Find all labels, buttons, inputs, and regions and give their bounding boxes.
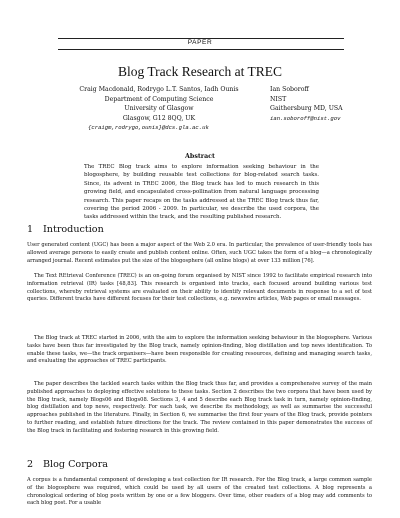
author-email: {craigm,rodrygo,ounis}@dcs.gla.ac.uk [88,124,209,131]
abstract-heading: Abstract [185,153,215,160]
author-names: Craig Macdonald, Rodrygo L.T. Santos, Iadh Ounis [79,86,239,93]
section-heading-blog-corpora [27,459,108,470]
paper-title: Blog Track Research at TREC [118,64,282,79]
paragraph: The Text REtrieval Conference (TREC) is an on-going forum organised by NIST since 1992 to facilitate empirical research into information retrieval (IR) tasks [48,83]. This research is organised into tracks, each focused around building various test collections, whereby retrieval systems are evaluated on their ability to identify relevant documents in response to a set of test queries. Different tracks have different focuses for their test collections, e.g. newswire articles, Web pages or email messages. [27,273,372,303]
author-address: Glasgow, G12 8QQ, UK [122,114,196,122]
paragraph: The Blog track at TREC started in 2006, with the aim to explore the information seeking behaviour in the blogosphere. Various tasks have been thus far investigated by the Blog track, namely opinion-finding, blog distillation and top news identification. To enable these tasks, we—the track organisers—have been responsible for creating resources, defining and managing search tasks, and evaluating the approaches of TREC participants. [27,335,372,365]
author-email: ian.soboroff@nist.gov [270,114,341,122]
section-number: 1 [27,224,34,235]
author-block-nist [270,85,400,123]
author-institution: University of Glasgow [124,105,194,112]
paragraph: The paper describes the tackled search tasks within the Blog track thus far, and provides a comprehensive survey of the main published approaches to deploying effective solutions to these tasks. Section 2 describes the two corpora that have been used by the Blog track, namely Blogs06 and Blogs08. Sections 3, 4 and 5 describe each Blog track task in turn, namely opinion-finding, blog distillation and top news, respectively. For each task, we describe its methodology, as well as summarise the successful approaches published in the literature. Finally, in Section 6, we summarise the first four years of the Blog track, provide pointers to further reading, and establish future directions for the track. The review contained in this paper demonstrates the success of the Blog track in facilitating and fostering research in this growing field. [27,381,372,434]
section-number: 2 [27,459,34,470]
header-rule-bottom [58,49,344,50]
paragraph: A corpus is a fundamental component of developing a test collection for IR research. For the Blog track, a large common sample of the blogosphere was required, which could be used by all users of the created test collections. A blog represents a chronological ordering of blog posts written by one or a few bloggers. Over time, other readers of a blog may add comments to each blog post. For a usable [27,477,372,507]
author-address: Gaithersburg MD, USA [270,105,343,112]
author-institution: NIST [270,95,287,103]
abstract-text: The TREC Blog track aims to explore information seeking behaviour in the blogosphere, by building reusable test collections for blog-related search tasks. Since, its advent in TREC 2006, the Blog track has led to much research in this growing field, and encapsulated cross-pollination from natural language processing research. This paper recaps on the tasks addressed at the TREC Blog track thus far, covering the period 2006 - 2009. In particular, we describe the used corpora, the tasks addressed within the track, and the resulting published research. [84,164,319,221]
author-department: Department of Computing Science [104,95,214,103]
paragraph: User generated content (UGC) has been a major aspect of the Web 2.0 era. In particular, the prevalence of user-friendly tools has allowed average persons to easily create and publish content online. Often, such UGC takes the form of a blog—a chronologically arranged journal. Recent estimates put the size of the blogosphere (all online blogs) at over 133 million [76]. [27,242,372,264]
author-block-glasgow [74,85,244,133]
section-title: Introduction [43,224,104,235]
section-title: Blog Corpora [43,459,109,470]
section-heading-introduction [27,224,104,235]
header-label: PAPER [187,39,213,46]
author-name: Ian Soboroff [270,86,309,93]
